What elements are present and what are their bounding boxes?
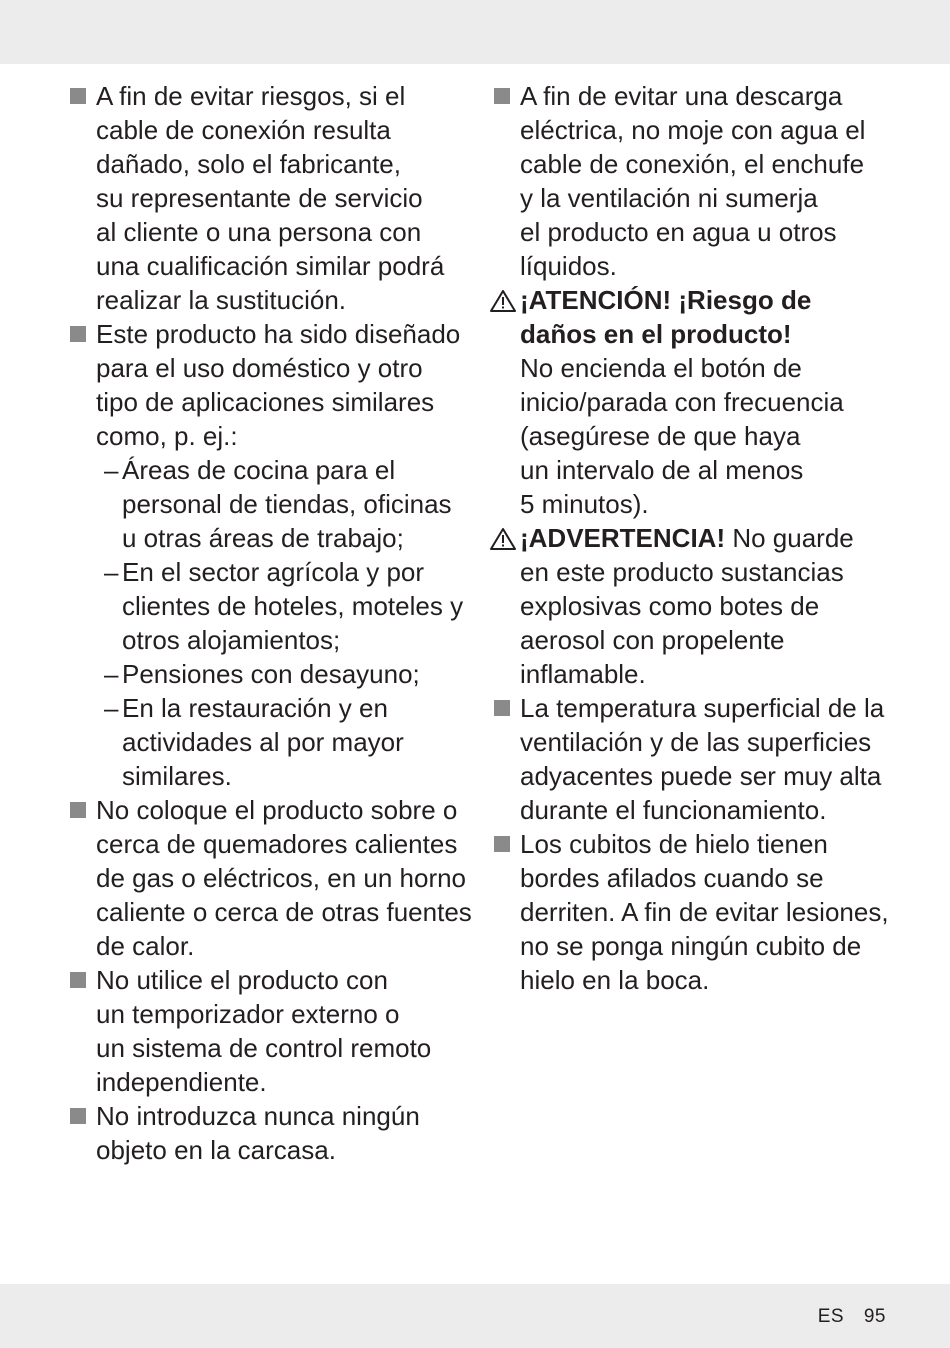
text-line: adyacentes puede ser muy alta <box>520 761 882 791</box>
page-number <box>818 1306 886 1328</box>
language-code: ES <box>817 1306 845 1327</box>
list-item <box>492 827 892 997</box>
header-band <box>0 0 950 64</box>
text-line: La temperatura superficial de la <box>520 693 885 723</box>
text-line: explosivas como botes de <box>520 591 820 621</box>
text-line: u otras áreas de trabajo; <box>122 523 404 553</box>
text-line <box>520 521 892 555</box>
text-line: En el sector agrícola y por <box>122 557 425 587</box>
text-line: de calor. <box>96 931 195 961</box>
text-line: Este producto ha sido diseñado <box>96 319 461 349</box>
sub-list-item <box>96 691 468 793</box>
text-line: como, p. ej.: <box>96 421 238 451</box>
text-line: cable de conexión, el enchufe <box>520 149 865 179</box>
right-column <box>492 79 892 997</box>
list-item <box>68 793 472 963</box>
list-item <box>492 691 892 827</box>
text-line: una cualificación similar podrá <box>96 251 445 281</box>
text-line: líquidos. <box>520 251 617 281</box>
text-line: Áreas de cocina para el <box>122 455 396 485</box>
footer-band <box>0 1284 950 1348</box>
square-bullet-icon <box>70 88 86 104</box>
text-line: No encienda el botón de <box>520 353 802 383</box>
list-item <box>68 1099 468 1167</box>
text-line: Pensiones con desayuno; <box>122 659 420 689</box>
text-line: hielo en la boca. <box>520 965 710 995</box>
square-bullet-icon <box>70 972 86 988</box>
text-line: similares. <box>122 761 232 791</box>
list-item <box>492 79 892 283</box>
text-line: inicio/parada con frecuencia <box>520 387 844 417</box>
square-bullet-icon <box>70 326 86 342</box>
text-line: durante el funcionamiento. <box>520 795 827 825</box>
text-line: A fin de evitar riesgos, si el <box>96 81 406 111</box>
text-line: personal de tiendas, oficinas <box>122 489 452 519</box>
text-line: aerosol con propelente <box>520 625 785 655</box>
text-line: cerca de quemadores calientes <box>96 829 458 859</box>
text-line: Los cubitos de hielo tienen <box>520 829 828 859</box>
text-line: eléctrica, no moje con agua el <box>520 115 866 145</box>
text-line: otros alojamientos; <box>122 625 341 655</box>
text-line: independiente. <box>96 1067 267 1097</box>
text-line: y la ventilación ni sumerja <box>520 183 818 213</box>
text-line: tipo de aplicaciones similares <box>96 387 435 417</box>
text-line: No introduzca nunca ningún <box>96 1101 420 1131</box>
attention-notice <box>492 283 892 521</box>
text-line: (asegúrese de que haya <box>520 421 801 451</box>
text-line: un sistema de control remoto <box>96 1033 432 1063</box>
square-bullet-icon <box>494 836 510 852</box>
text-line: dañado, solo el fabricante, <box>96 149 401 179</box>
attention-heading: daños en el producto! <box>520 319 792 349</box>
page-number-value: 95 <box>863 1306 886 1327</box>
text-line: En la restauración y en <box>122 693 388 723</box>
text-line: caliente o cerca de otras fuentes <box>96 897 472 927</box>
text-line: No coloque el producto sobre o <box>96 795 458 825</box>
sub-list-item <box>96 657 468 691</box>
square-bullet-icon <box>70 802 86 818</box>
text-line: un intervalo de al menos <box>520 455 804 485</box>
text-line: bordes afilados cuando se <box>520 863 824 893</box>
text-line: clientes de hoteles, moteles y <box>122 591 464 621</box>
text-line: realizar la sustitución. <box>96 285 346 315</box>
warning-text: No guarde <box>725 523 854 553</box>
text-line: A fin de evitar una descarga <box>520 81 843 111</box>
dash-bullet: – <box>104 659 119 689</box>
square-bullet-icon <box>494 88 510 104</box>
text-line: derriten. A fin de evitar lesiones, <box>520 897 889 927</box>
attention-heading: ¡ATENCIÓN! ¡Riesgo de <box>520 285 812 315</box>
text-line: No utilice el producto con <box>96 965 388 995</box>
text-line: al cliente o una persona con <box>96 217 422 247</box>
left-column <box>68 79 472 1167</box>
square-bullet-icon <box>494 700 510 716</box>
dash-bullet: – <box>104 455 119 485</box>
dash-bullet: – <box>104 557 119 587</box>
text-line: de gas o eléctricos, en un horno <box>96 863 467 893</box>
text-line: 5 minutos). <box>520 489 649 519</box>
warning-notice <box>492 521 892 691</box>
text-line: no se ponga ningún cubito de <box>520 931 862 961</box>
text-line: objeto en la carcasa. <box>96 1135 336 1165</box>
list-item <box>68 317 468 793</box>
text-line: inflamable. <box>520 659 646 689</box>
dash-bullet: – <box>104 693 119 723</box>
square-bullet-icon <box>70 1108 86 1124</box>
list-item <box>68 79 468 317</box>
warning-triangle-icon <box>489 289 517 313</box>
sub-list-item <box>96 453 468 555</box>
text-line: para el uso doméstico y otro <box>96 353 423 383</box>
text-line: cable de conexión resulta <box>96 115 391 145</box>
text-line: en este producto sustancias <box>520 557 844 587</box>
text-line: un temporizador externo o <box>96 999 400 1029</box>
text-line: su representante de servicio <box>96 183 423 213</box>
sub-list-item <box>96 555 468 657</box>
list-item <box>68 963 468 1099</box>
text-line: actividades al por mayor <box>122 727 404 757</box>
warning-heading: ¡ADVERTENCIA! <box>520 523 726 553</box>
text-line: el producto en agua u otros <box>520 217 837 247</box>
warning-triangle-icon <box>489 527 517 551</box>
text-line: ventilación y de las superficies <box>520 727 872 757</box>
